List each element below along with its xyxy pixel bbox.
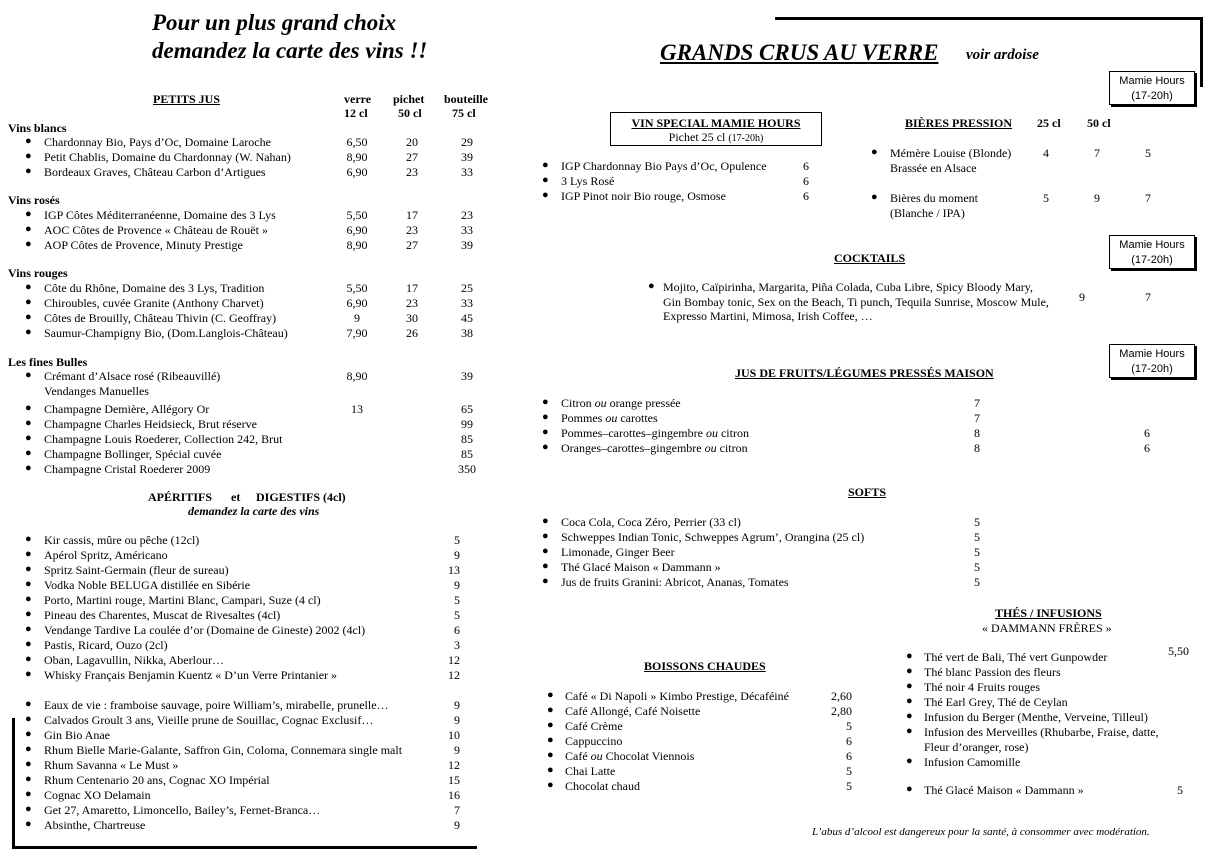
aperitif-price: 9 bbox=[454, 578, 460, 592]
wine-price-pichet: 20 bbox=[406, 135, 418, 149]
bullet-icon: ● bbox=[542, 411, 549, 423]
aperitifs-subtitle: demandez la carte des vins bbox=[188, 504, 320, 518]
bullet-icon: ● bbox=[547, 764, 554, 776]
chaude-item-a: Café « Di Napoli » Kimbo Prestige, Décaféiné bbox=[565, 689, 789, 703]
wine-price-verre: 5,50 bbox=[346, 208, 368, 222]
wine-price-pichet: 23 bbox=[406, 296, 418, 310]
cocktails-line1: Mojito, Caïpirinha, Margarita, Piña Colada, Cuba Libre, Spicy Bloody Mary, bbox=[663, 280, 1033, 294]
bullet-icon: ● bbox=[906, 680, 913, 692]
wine-name: Chiroubles, cuvée Granite (Anthony Charvet) bbox=[44, 296, 264, 310]
biere-price-50: 9 bbox=[1094, 191, 1100, 205]
aperitif-price: 6 bbox=[454, 623, 460, 637]
aperitifs-title-b: DIGESTIFS (4cl) bbox=[256, 490, 346, 504]
bullet-icon: ● bbox=[542, 159, 549, 171]
vin-special-item: 3 Lys Rosé bbox=[561, 174, 615, 188]
mamie-hours-time: (17-20h) bbox=[1131, 90, 1173, 102]
bullet-icon: ● bbox=[25, 713, 32, 725]
wine-price-verre: 7,90 bbox=[346, 326, 368, 340]
aperitifs-title-et: et bbox=[231, 490, 241, 504]
bullet-icon: ● bbox=[25, 758, 32, 770]
bullet-icon: ● bbox=[25, 668, 32, 680]
softs-title: SOFTS bbox=[848, 485, 887, 499]
the-item: Fleur d’oranger, rose) bbox=[924, 740, 1029, 754]
vin-special-title: VIN SPECIAL MAMIE HOURS bbox=[631, 116, 801, 130]
aperitif-price: 5 bbox=[454, 593, 460, 607]
bullet-icon: ● bbox=[547, 719, 554, 731]
chaude-item-a: Cappuccino bbox=[565, 734, 623, 748]
bullet-icon: ● bbox=[906, 755, 913, 767]
digestif-price: 15 bbox=[448, 773, 460, 787]
aperitif-name: Apérol Spritz, Américano bbox=[44, 548, 168, 562]
the-item: Infusion du Berger (Menthe, Verveine, Tilleul) bbox=[924, 710, 1148, 724]
soft-name: Schweppes Indian Tonic, Schweppes Agrum’, Orangina (25 cl) bbox=[561, 530, 865, 544]
bullet-icon: ● bbox=[25, 462, 32, 474]
bullet-icon: ● bbox=[547, 689, 554, 701]
wine-price-verre: 6,90 bbox=[346, 296, 368, 310]
digestif-price: 9 bbox=[454, 698, 460, 712]
wine-price-bouteille: 65 bbox=[461, 402, 473, 416]
wine-price-bouteille: 39 bbox=[461, 238, 473, 252]
the-item: Thé Earl Grey, Thé de Ceylan bbox=[924, 695, 1068, 709]
bullet-icon: ● bbox=[25, 593, 32, 605]
wine-price-pichet: 27 bbox=[406, 238, 418, 252]
mamie-hours-time: (17-20h) bbox=[1131, 254, 1173, 266]
chaude-item-a: Café bbox=[565, 749, 591, 763]
the-item: Thé vert de Bali, Thé vert Gunpowder bbox=[924, 650, 1108, 664]
bullet-icon: ● bbox=[547, 704, 554, 716]
jus-item-a: Pommes–carottes–gingembre bbox=[561, 426, 706, 440]
wine-price-verre: 8,90 bbox=[346, 150, 368, 164]
digestif-name: Rhum Bielle Marie-Galante, Saffron Gin, Coloma, Connemara single malt bbox=[44, 743, 403, 757]
wine-price-bouteille: 33 bbox=[461, 223, 473, 237]
bullet-icon: ● bbox=[871, 146, 878, 158]
jus-price: 7 bbox=[974, 411, 980, 425]
the-glace-item: Thé Glacé Maison « Dammann » bbox=[924, 783, 1084, 797]
biere-name-extra: (Blanche / IPA) bbox=[890, 206, 965, 220]
bullet-icon: ● bbox=[542, 560, 549, 572]
header-left-line1: Pour un plus grand choix bbox=[152, 10, 397, 35]
bullet-icon: ● bbox=[648, 280, 655, 292]
bullet-icon: ● bbox=[542, 575, 549, 587]
wine-name: AOP Côtes de Provence, Minuty Prestige bbox=[44, 238, 243, 252]
jus-item bbox=[561, 396, 681, 411]
soft-price: 5 bbox=[974, 545, 980, 559]
thes-subtitle: « DAMMANN FRÈRES » bbox=[982, 621, 1112, 635]
vin-special-subtitle bbox=[611, 131, 821, 145]
wine-name: Champagne Louis Roederer, Collection 242, Brut bbox=[44, 432, 283, 446]
biere-price-25: 4 bbox=[1043, 146, 1049, 160]
soft-name: Limonade, Ginger Beer bbox=[561, 545, 675, 559]
biere-price-50: 7 bbox=[1094, 146, 1100, 160]
wine-name: Petit Chablis, Domaine du Chardonnay (W. Nahan) bbox=[44, 150, 291, 164]
digestif-name: Rhum Savanna « Le Must » bbox=[44, 758, 179, 772]
bullet-icon: ● bbox=[25, 296, 32, 308]
digestif-price: 7 bbox=[454, 803, 460, 817]
bullet-icon: ● bbox=[542, 545, 549, 557]
wine-price-bouteille: 45 bbox=[461, 311, 473, 325]
jus-item bbox=[561, 426, 749, 441]
aperitif-price: 13 bbox=[448, 563, 460, 577]
aperitif-name: Vendange Tardive La coulée d’or (Domaine de Gineste) 2002 (4cl) bbox=[44, 623, 366, 637]
col-verre-sub: 12 cl bbox=[344, 106, 368, 120]
col-verre-header: verre bbox=[344, 92, 372, 106]
wine-price-bouteille: 25 bbox=[461, 281, 473, 295]
jus-item-ou: ou bbox=[594, 396, 607, 410]
aperitif-price: 3 bbox=[454, 638, 460, 652]
digestif-name: Gin Bio Anae bbox=[44, 728, 110, 742]
bullet-icon: ● bbox=[542, 174, 549, 186]
wine-price-bouteille: 33 bbox=[461, 296, 473, 310]
bullet-icon: ● bbox=[906, 725, 913, 737]
chaude-price: 5 bbox=[846, 779, 852, 793]
bullet-icon: ● bbox=[547, 734, 554, 746]
wine-price-bouteille: 350 bbox=[458, 462, 476, 476]
vins-rouges-title: Vins rouges bbox=[8, 266, 68, 280]
the-item: Infusion des Merveilles (Rhubarbe, Fraise, datte, bbox=[924, 725, 1159, 739]
wine-price-verre: 6,90 bbox=[346, 165, 368, 179]
the-item: Thé noir 4 Fruits rouges bbox=[924, 680, 1040, 694]
bullet-icon: ● bbox=[542, 441, 549, 453]
wine-name: Champagne Cristal Roederer 2009 bbox=[44, 462, 211, 476]
jus-item-a: Oranges–carottes–gingembre bbox=[561, 441, 705, 455]
biere-price-mamie: 7 bbox=[1145, 191, 1151, 205]
vin-special-item: IGP Chardonnay Bio Pays d’Oc, Opulence bbox=[561, 159, 767, 173]
wine-price-pichet: 27 bbox=[406, 150, 418, 164]
bullet-icon: ● bbox=[25, 803, 32, 815]
biere-price-25: 5 bbox=[1043, 191, 1049, 205]
chaudes-title: BOISSONS CHAUDES bbox=[644, 659, 766, 673]
aperitif-price: 5 bbox=[454, 608, 460, 622]
digestif-name: Rhum Centenario 20 ans, Cognac XO Impérial bbox=[44, 773, 270, 787]
soft-price: 5 bbox=[974, 515, 980, 529]
footer-warning: L’abus d’alcool est dangereux pour la santé, à consommer avec modération. bbox=[812, 826, 1150, 838]
bullet-icon: ● bbox=[25, 773, 32, 785]
wine-price-bouteille: 38 bbox=[461, 326, 473, 340]
mamie-hours-time: (17-20h) bbox=[1131, 363, 1173, 375]
jus-item-a: Citron bbox=[561, 396, 595, 410]
bullet-icon: ● bbox=[25, 533, 32, 545]
chaude-item-a: Café Allongé, Café Noisette bbox=[565, 704, 701, 718]
bullet-icon: ● bbox=[25, 223, 32, 235]
bullet-icon: ● bbox=[906, 783, 913, 795]
bullet-icon: ● bbox=[25, 402, 32, 414]
header-left-line2: demandez la carte des vins !! bbox=[152, 38, 428, 63]
soft-price: 5 bbox=[974, 575, 980, 589]
bullet-icon: ● bbox=[906, 695, 913, 707]
thes-price: 5,50 bbox=[1168, 644, 1189, 658]
bullet-icon: ● bbox=[542, 530, 549, 542]
wine-price-pichet: 30 bbox=[406, 311, 418, 325]
bullet-icon: ● bbox=[25, 728, 32, 740]
wine-name-extra: Vendanges Manuelles bbox=[44, 384, 149, 398]
digestif-price: 10 bbox=[448, 728, 460, 742]
chaude-price: 2,60 bbox=[831, 689, 852, 703]
wine-price-bouteille: 39 bbox=[461, 369, 473, 383]
aperitif-price: 12 bbox=[448, 653, 460, 667]
soft-price: 5 bbox=[974, 560, 980, 574]
aperitif-name: Pastis, Ricard, Ouzo (2cl) bbox=[44, 638, 168, 652]
col-pichet-sub: 50 cl bbox=[398, 106, 422, 120]
col-bouteille-sub: 75 cl bbox=[452, 106, 476, 120]
aperitif-price: 12 bbox=[448, 668, 460, 682]
aperitif-name: Vodka Noble BELUGA distillée en Sibérie bbox=[44, 578, 251, 592]
chaude-price: 5 bbox=[846, 764, 852, 778]
wine-price-verre: 13 bbox=[351, 402, 363, 416]
digestif-price: 9 bbox=[454, 743, 460, 757]
wine-price-verre: 5,50 bbox=[346, 281, 368, 295]
vin-special-box bbox=[610, 112, 822, 146]
biere-price-mamie: 5 bbox=[1145, 146, 1151, 160]
aperitifs-title-a: APÉRITIFS bbox=[148, 490, 213, 504]
chaude-item bbox=[565, 689, 789, 704]
jus-price: 8 bbox=[974, 426, 980, 440]
digestif-name: Get 27, Amaretto, Limoncello, Bailey’s, Fernet-Branca… bbox=[44, 803, 321, 817]
wine-price-verre: 8,90 bbox=[346, 369, 368, 383]
jus-price: 8 bbox=[974, 441, 980, 455]
jus-item-b: orange pressée bbox=[606, 396, 681, 410]
bullet-icon: ● bbox=[906, 710, 913, 722]
wine-name: AOC Côtes de Provence « Château de Rouët » bbox=[44, 223, 268, 237]
wine-price-bouteille: 99 bbox=[461, 417, 473, 431]
vin-special-price: 6 bbox=[803, 189, 809, 203]
jus-item-ou: ou bbox=[705, 426, 718, 440]
mamie-hours-box-3 bbox=[1109, 344, 1195, 378]
chaude-item-a: Chai Latte bbox=[565, 764, 616, 778]
jus-price: 7 bbox=[974, 396, 980, 410]
wine-price-verre: 9 bbox=[354, 311, 360, 325]
bullet-icon: ● bbox=[25, 818, 32, 830]
chaude-item bbox=[565, 734, 622, 749]
cocktails-line3: Expresso Martini, Mimosa, Irish Coffee, … bbox=[663, 309, 873, 323]
mamie-hours-label: Mamie Hours bbox=[1119, 348, 1185, 360]
bullet-icon: ● bbox=[25, 698, 32, 710]
bullet-icon: ● bbox=[25, 135, 32, 147]
wine-name: Saumur-Champigny Bio, (Dom.Langlois-Château) bbox=[44, 326, 288, 340]
bullet-icon: ● bbox=[25, 311, 32, 323]
wine-price-pichet: 23 bbox=[406, 223, 418, 237]
jus-item bbox=[561, 441, 748, 456]
bullet-icon: ● bbox=[25, 150, 32, 162]
digestif-price: 9 bbox=[454, 713, 460, 727]
bullet-icon: ● bbox=[547, 749, 554, 761]
bieres-col-50: 50 cl bbox=[1087, 116, 1111, 130]
vin-special-price: 6 bbox=[803, 159, 809, 173]
soft-name: Thé Glacé Maison « Dammann » bbox=[561, 560, 721, 574]
bullet-icon: ● bbox=[25, 238, 32, 250]
col-pichet-header: pichet bbox=[393, 92, 425, 106]
col-bouteille-header: bouteille bbox=[444, 92, 488, 106]
bullet-icon: ● bbox=[25, 369, 32, 381]
top-right-frame-line bbox=[775, 17, 1203, 20]
chaude-price: 5 bbox=[846, 719, 852, 733]
cocktails-price: 9 bbox=[1079, 290, 1085, 304]
bullet-icon: ● bbox=[25, 281, 32, 293]
page-title: GRANDS CRUS AU VERRE bbox=[660, 40, 939, 65]
soft-price: 5 bbox=[974, 530, 980, 544]
bullet-icon: ● bbox=[25, 208, 32, 220]
jus-item-b: carottes bbox=[617, 411, 658, 425]
wine-name: Bordeaux Graves, Château Carbon d’Artigues bbox=[44, 165, 266, 179]
bullet-icon: ● bbox=[542, 515, 549, 527]
chaude-item bbox=[565, 749, 694, 764]
wine-name: Champagne Charles Heidsieck, Brut réserve bbox=[44, 417, 257, 431]
wine-price-bouteille: 85 bbox=[461, 447, 473, 461]
wine-price-pichet: 17 bbox=[406, 208, 418, 222]
soft-name: Jus de fruits Granini: Abricot, Ananas, Tomates bbox=[561, 575, 789, 589]
digestif-price: 9 bbox=[454, 818, 460, 832]
aperitif-name: Kir cassis, mûre ou pêche (12cl) bbox=[44, 533, 200, 547]
vin-special-hours: (17-20h) bbox=[728, 133, 764, 144]
wine-price-pichet: 23 bbox=[406, 165, 418, 179]
vin-special-item: IGP Pinot noir Bio rouge, Osmose bbox=[561, 189, 726, 203]
mamie-hours-box-1 bbox=[1109, 71, 1195, 105]
bullet-icon: ● bbox=[25, 578, 32, 590]
digestif-name: Eaux de vie : framboise sauvage, poire William’s, mirabelle, prunelle… bbox=[44, 698, 389, 712]
chaude-item-b: Chocolat Viennois bbox=[602, 749, 695, 763]
bullet-icon: ● bbox=[25, 447, 32, 459]
wine-name: Champagne Bollinger, Spécial cuvée bbox=[44, 447, 222, 461]
wine-price-pichet: 26 bbox=[406, 326, 418, 340]
vins-roses-title: Vins rosés bbox=[8, 193, 60, 207]
jus-item-ou: ou bbox=[605, 411, 618, 425]
wine-price-bouteille: 39 bbox=[461, 150, 473, 164]
bullet-icon: ● bbox=[25, 432, 32, 444]
aperitif-price: 9 bbox=[454, 548, 460, 562]
wine-price-bouteille: 33 bbox=[461, 165, 473, 179]
wine-price-bouteille: 23 bbox=[461, 208, 473, 222]
bottom-frame-line bbox=[12, 846, 477, 849]
chaude-price: 2,80 bbox=[831, 704, 852, 718]
mamie-hours-box-2 bbox=[1109, 235, 1195, 269]
chaude-item bbox=[565, 704, 700, 719]
bullet-icon: ● bbox=[25, 417, 32, 429]
chaude-item bbox=[565, 719, 623, 734]
bieres-col-25: 25 cl bbox=[1037, 116, 1061, 130]
wine-price-bouteille: 85 bbox=[461, 432, 473, 446]
wine-name: Côtes de Brouilly, Château Thivin (C. Geoffray) bbox=[44, 311, 277, 325]
bullet-icon: ● bbox=[871, 191, 878, 203]
the-item: Thé blanc Passion des fleurs bbox=[924, 665, 1061, 679]
bulles-title: Les fines Bulles bbox=[8, 355, 88, 369]
wine-price-bouteille: 29 bbox=[461, 135, 473, 149]
bullet-icon: ● bbox=[542, 396, 549, 408]
cocktails-line2: Gin Bombay tonic, Sex on the Beach, Ti punch, Tequila Sunrise, Moscow Mule, bbox=[663, 295, 1049, 309]
aperitif-price: 5 bbox=[454, 533, 460, 547]
bullet-icon: ● bbox=[542, 426, 549, 438]
wine-name: IGP Côtes Méditerranéenne, Domaine des 3 Lys bbox=[44, 208, 276, 222]
jus-item-b: citron bbox=[716, 441, 748, 455]
bullet-icon: ● bbox=[25, 326, 32, 338]
bullet-icon: ● bbox=[25, 788, 32, 800]
chaude-item-a: Café Crème bbox=[565, 719, 623, 733]
jus-mamie-price: 6 bbox=[1144, 441, 1150, 455]
bullet-icon: ● bbox=[25, 608, 32, 620]
jus-item-a: Pommes bbox=[561, 411, 606, 425]
chaude-item-a: Chocolat chaud bbox=[565, 779, 640, 793]
aperitif-name: Oban, Lagavullin, Nikka, Aberlour… bbox=[44, 653, 224, 667]
digestif-price: 12 bbox=[448, 758, 460, 772]
bullet-icon: ● bbox=[25, 623, 32, 635]
biere-name: Mémère Louise (Blonde) bbox=[890, 146, 1012, 160]
bullet-icon: ● bbox=[25, 653, 32, 665]
vin-special-pichet: Pichet 25 cl bbox=[668, 130, 726, 144]
wine-name: Côte du Rhône, Domaine des 3 Lys, Tradition bbox=[44, 281, 265, 295]
the-item: Infusion Camomille bbox=[924, 755, 1021, 769]
biere-name-extra: Brassée en Alsace bbox=[890, 161, 977, 175]
bullet-icon: ● bbox=[906, 665, 913, 677]
bullet-icon: ● bbox=[25, 548, 32, 560]
wine-price-verre: 8,90 bbox=[346, 238, 368, 252]
chaude-item-ou: ou bbox=[590, 749, 603, 763]
mamie-hours-label: Mamie Hours bbox=[1119, 75, 1185, 87]
bullet-icon: ● bbox=[25, 638, 32, 650]
jus-mamie-price: 6 bbox=[1144, 426, 1150, 440]
bullet-icon: ● bbox=[25, 165, 32, 177]
aperitif-name: Pineau des Charentes, Muscat de Rivesaltes (4cl) bbox=[44, 608, 281, 622]
bieres-title: BIÈRES PRESSION bbox=[905, 116, 1013, 130]
chaude-price: 6 bbox=[846, 734, 852, 748]
wine-price-verre: 6,90 bbox=[346, 223, 368, 237]
the-glace-price: 5 bbox=[1177, 783, 1183, 797]
vin-special-price: 6 bbox=[803, 174, 809, 188]
aperitif-name: Porto, Martini rouge, Martini Blanc, Campari, Suze (4 cl) bbox=[44, 593, 321, 607]
digestif-name: Absinthe, Chartreuse bbox=[44, 818, 146, 832]
bullet-icon: ● bbox=[906, 650, 913, 662]
right-frame-line bbox=[1200, 17, 1203, 87]
digestif-name: Calvados Groult 3 ans, Vieille prune de Souillac, Cognac Exclusif… bbox=[44, 713, 374, 727]
jus-title: JUS DE FRUITS/LÉGUMES PRESSÉS MAISON bbox=[735, 366, 994, 380]
jus-item bbox=[561, 411, 658, 426]
jus-item-ou: ou bbox=[704, 441, 717, 455]
wine-name: Chardonnay Bio, Pays d’Oc, Domaine Laroche bbox=[44, 135, 271, 149]
bullet-icon: ● bbox=[25, 563, 32, 575]
vins-blancs-title: Vins blancs bbox=[8, 121, 67, 135]
digestif-price: 16 bbox=[448, 788, 460, 802]
aperitif-name: Spritz Saint-Germain (fleur de sureau) bbox=[44, 563, 229, 577]
bullet-icon: ● bbox=[542, 189, 549, 201]
digestif-name: Cognac XO Delamain bbox=[44, 788, 151, 802]
petits-jus-title: PETITS JUS bbox=[153, 92, 221, 106]
chaude-price: 6 bbox=[846, 749, 852, 763]
bullet-icon: ● bbox=[25, 743, 32, 755]
thes-title: THÉS / INFUSIONS bbox=[995, 606, 1102, 620]
wine-name: Crémant d’Alsace rosé (Ribeauvillé) bbox=[44, 369, 221, 383]
biere-name: Bières du moment bbox=[890, 191, 978, 205]
bullet-icon: ● bbox=[547, 779, 554, 791]
page-title-suffix: voir ardoise bbox=[966, 47, 1039, 63]
cocktails-mamie-price: 7 bbox=[1145, 290, 1151, 304]
wine-price-pichet: 17 bbox=[406, 281, 418, 295]
aperitif-name: Whisky Français Benjamin Kuentz « D’un Verre Printanier » bbox=[44, 668, 338, 682]
chaude-item bbox=[565, 779, 640, 794]
jus-item-b: citron bbox=[717, 426, 749, 440]
wine-price-verre: 6,50 bbox=[346, 135, 368, 149]
bottom-left-frame-line bbox=[12, 718, 15, 848]
cocktails-title: COCKTAILS bbox=[834, 251, 906, 265]
chaude-item bbox=[565, 764, 615, 779]
wine-name: Champagne Demière, Allégory Or bbox=[44, 402, 210, 416]
mamie-hours-label: Mamie Hours bbox=[1119, 239, 1185, 251]
soft-name: Coca Cola, Coca Zéro, Perrier (33 cl) bbox=[561, 515, 741, 529]
